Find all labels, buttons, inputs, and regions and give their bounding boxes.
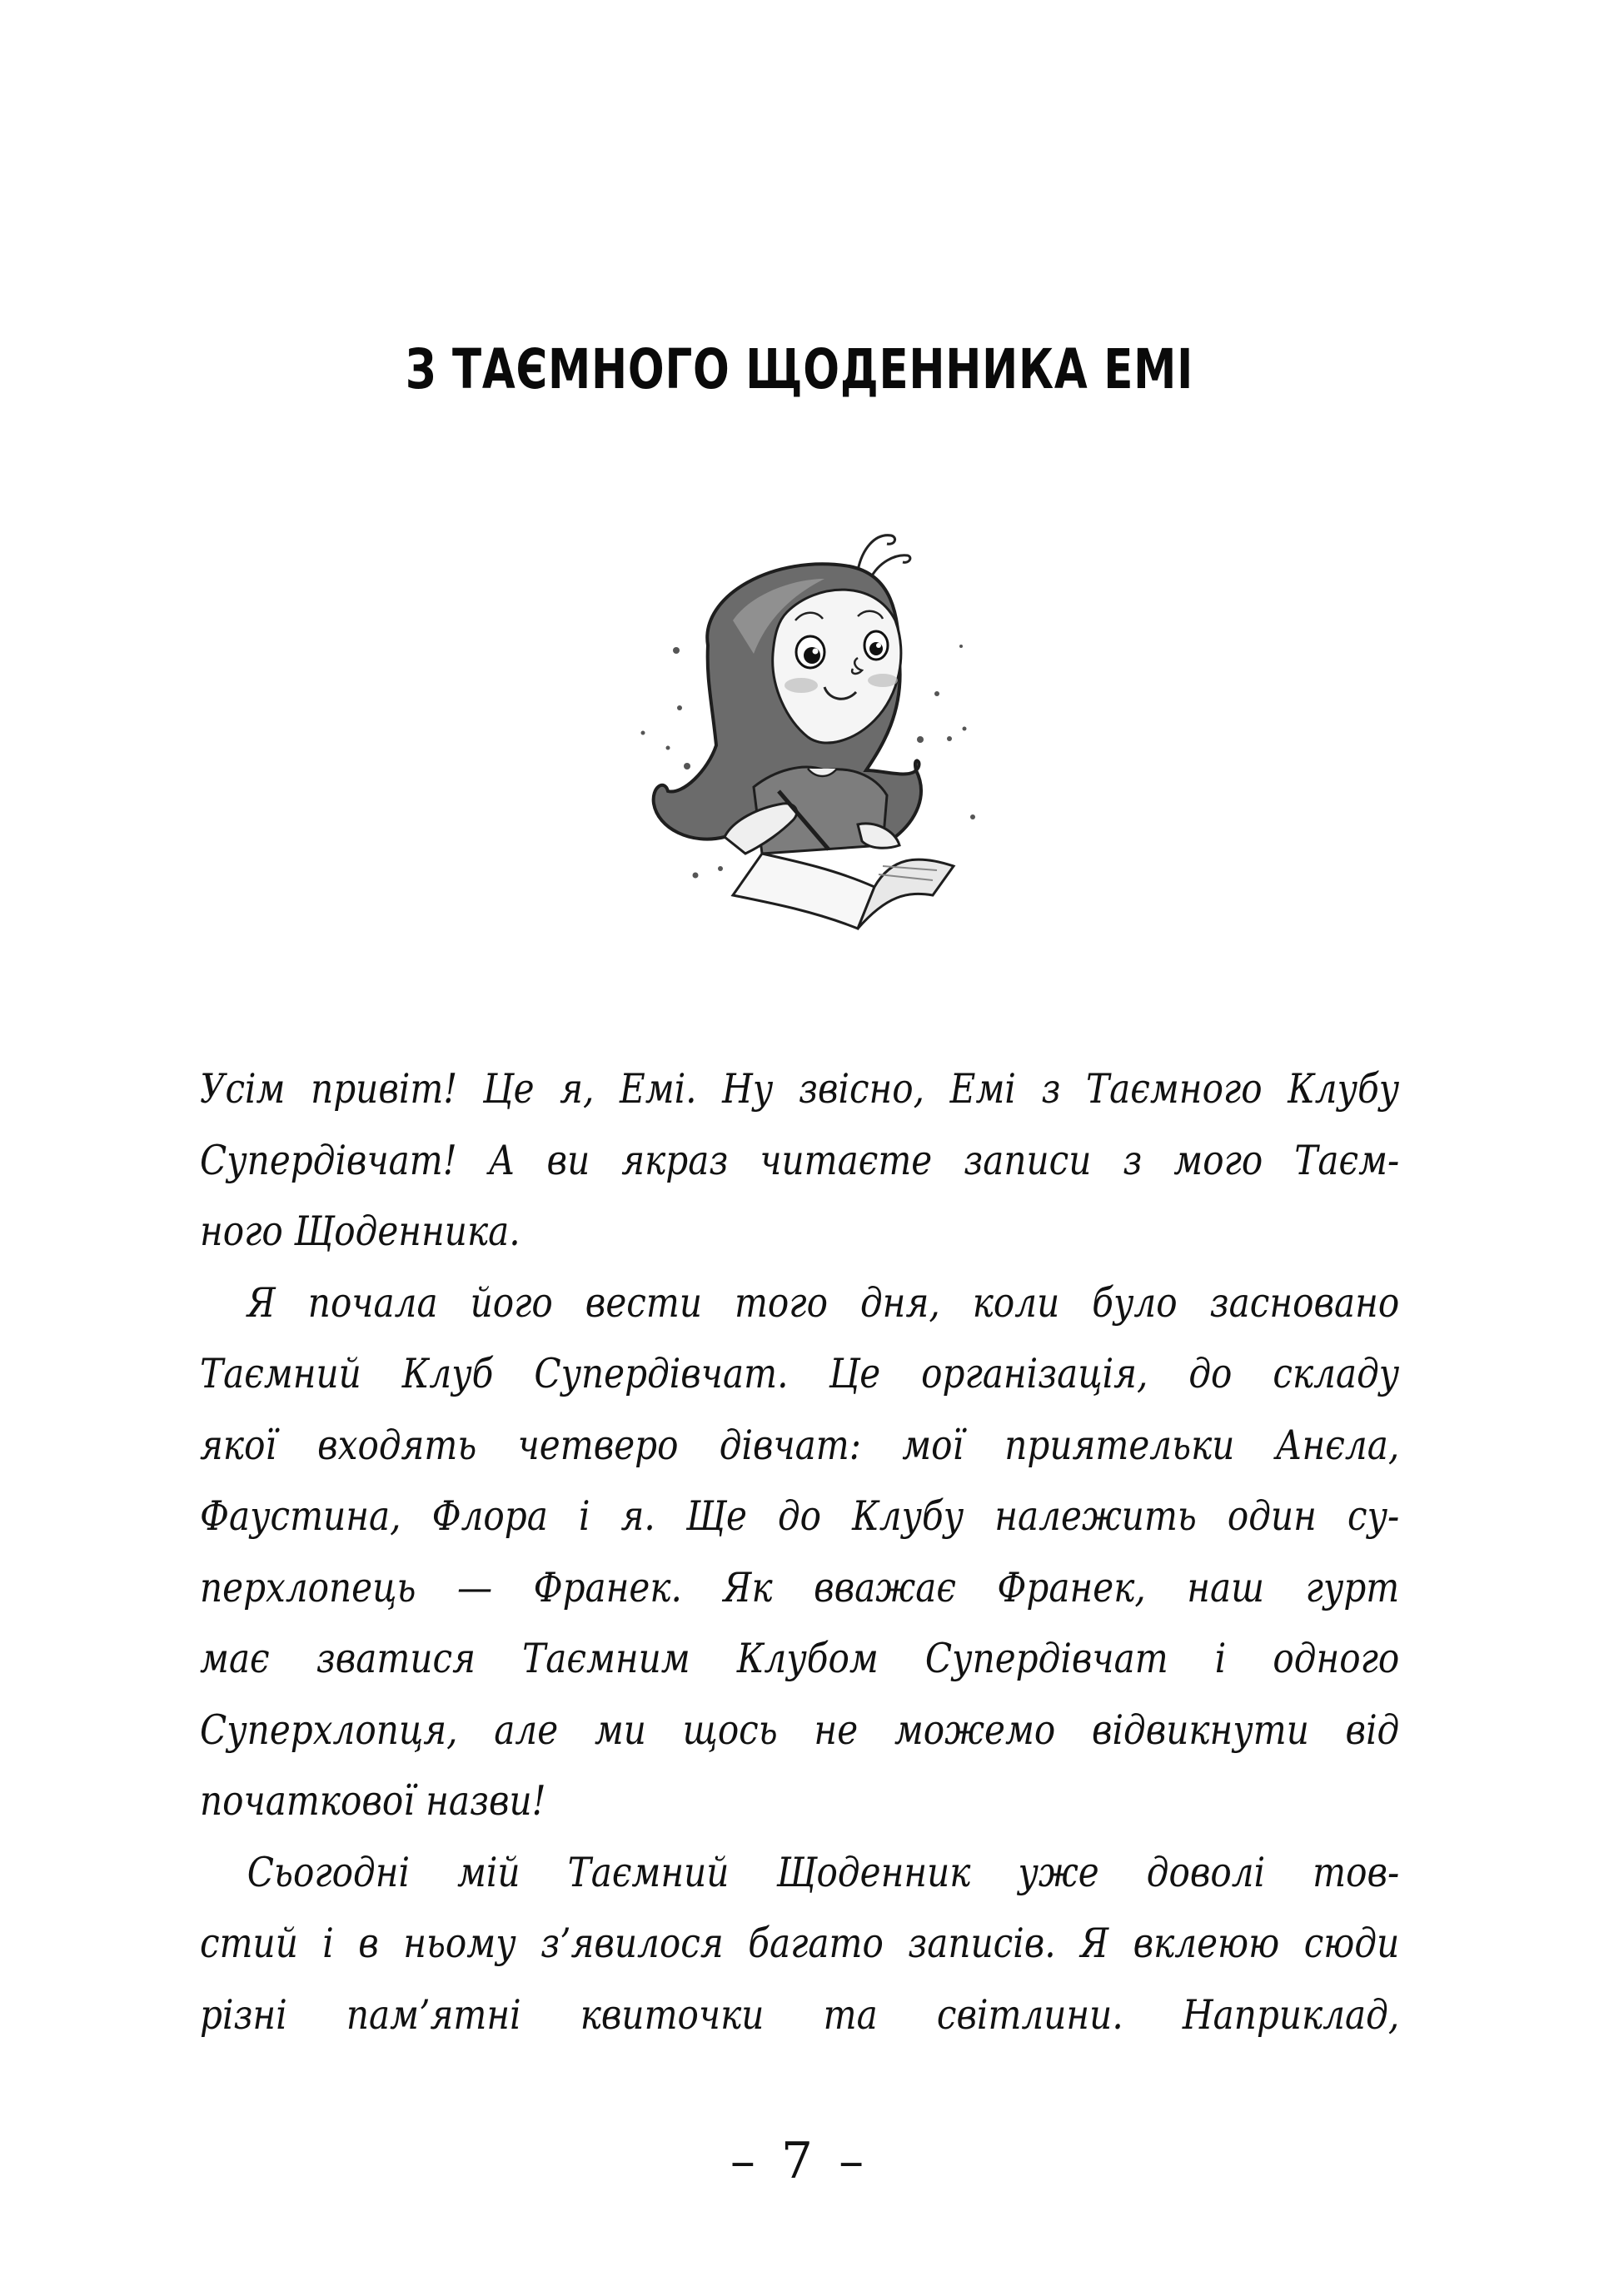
text-line: Усім привіт! Це я, Емі. Ну звісно, Емі з Таємного Клубу [200, 1065, 1400, 1113]
text-line: різні пам’ятні квиточки та світлини. Наприклад, [200, 1990, 1400, 2039]
text-line: Фаустина, Флора і я. Ще до Клубу належить один су- [200, 1492, 1400, 1540]
text-line: Таємний Клуб Супердівчат. Це організація, до складу [200, 1350, 1400, 1397]
text-line: початкової назви! [200, 1777, 546, 1825]
text-line: Я почала його вести того дня, коли було засновано [247, 1278, 1400, 1327]
text-line: ного Щоденника. [200, 1208, 521, 1255]
diary-body-text [200, 1053, 1399, 2050]
chapter-title: З ТАЄМНОГО ЩОДЕННИКА ЕМІ [405, 337, 1194, 401]
text-line: стий і в ньому з’явилося багато записів. Я вклеюю сюди [200, 1920, 1400, 1967]
text-line: Сьогодні мій Таємний Щоденник уже доволі тов- [247, 1848, 1400, 1896]
text-line: якої входять четверо дівчат: мої приятельки Анєла, [200, 1421, 1400, 1469]
page-number: – 7 – [730, 2132, 869, 2190]
text-line: Суперхлопця, але ми щось не можемо відвикнути від [200, 1706, 1400, 1754]
text-line: має зватися Таємним Клубом Супердівчат і одного [200, 1635, 1400, 1682]
text-line: перхлопець — Франек. Як вважає Франек, наш гурт [200, 1563, 1400, 1611]
text-line: Супердівчат! А ви якраз читаєте записи з мого Таєм- [200, 1136, 1400, 1184]
girl-writing-diary-illustration [608, 520, 983, 937]
